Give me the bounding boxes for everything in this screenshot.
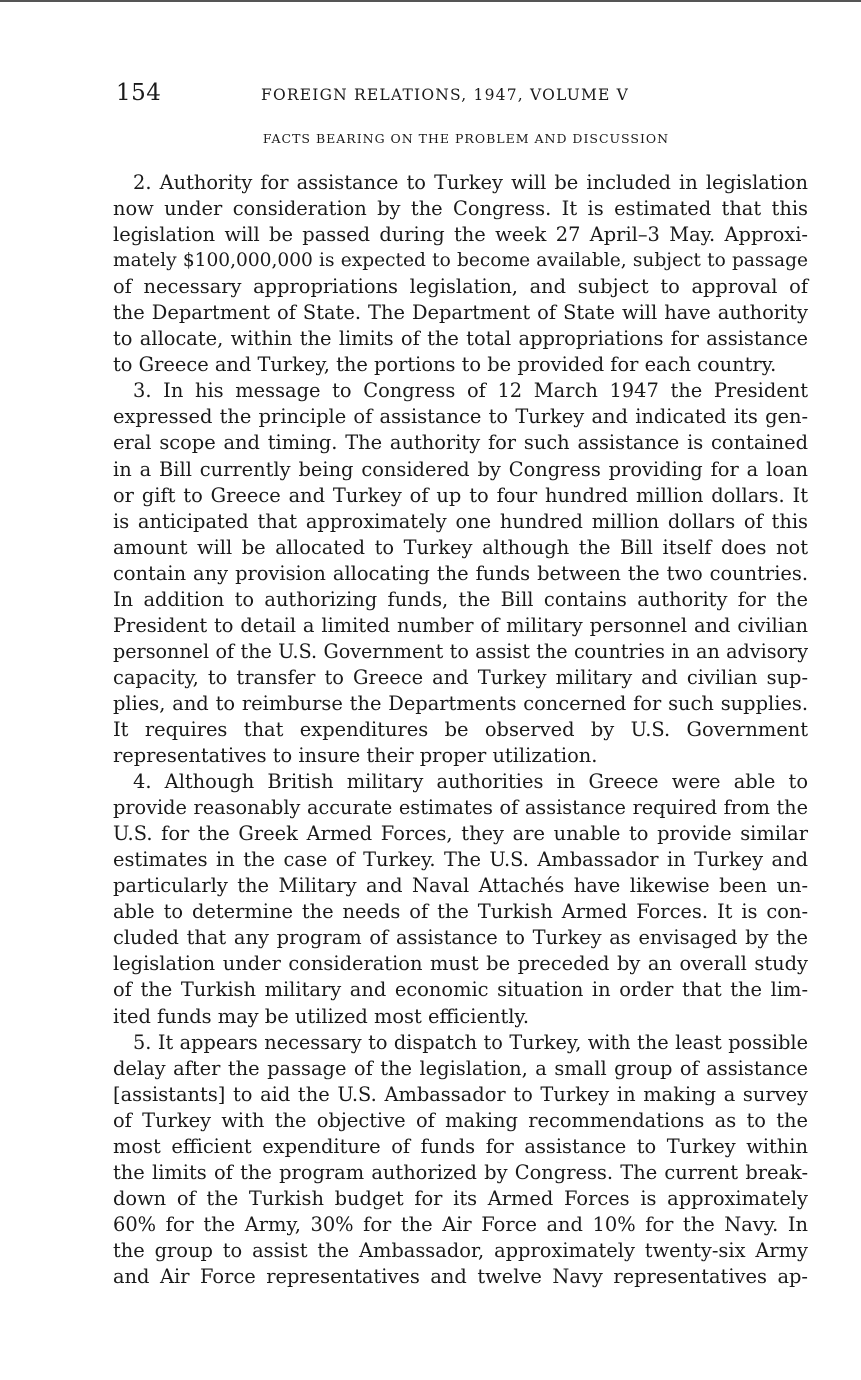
text-line: personnel of the U.S. Government to assist the countries in an advisory	[113, 639, 808, 663]
text-line: contain any provision allocating the funds between the two countries.	[113, 561, 808, 585]
page-header	[116, 80, 816, 110]
text-line: of necessary appropriations legislation, and subject to approval of	[113, 275, 808, 299]
text-line: eral scope and timing. The authority for such assistance is contained	[113, 431, 808, 455]
text-line: particularly the Military and Naval Attachés have likewise been un-	[113, 874, 808, 898]
text-line: It requires that expenditures be observed by U.S. Government	[113, 717, 808, 741]
text-line: [assistants] to aid the U.S. Ambassador to Turkey in making a survey	[113, 1082, 808, 1106]
paragraph-3	[113, 378, 808, 769]
text-line: to allocate, within the limits of the total appropriations for assistance	[113, 327, 808, 351]
paragraph-4	[113, 769, 808, 1029]
text-line: cluded that any program of assistance to Turkey as envisaged by the	[113, 926, 808, 950]
text-line: amount will be allocated to Turkey although the Bill itself does not	[113, 535, 808, 559]
text-line: the Department of State. The Department of State will have authority	[113, 301, 808, 325]
paragraph-5	[113, 1030, 808, 1290]
text-line: 5. It appears necessary to dispatch to Turkey, with the least possible	[133, 1030, 808, 1054]
text-line: or gift to Greece and Turkey of up to four hundred million dollars. It	[113, 483, 808, 507]
text-line: expressed the principle of assistance to Turkey and indicated its gen-	[113, 405, 808, 429]
text-line: capacity, to transfer to Greece and Turkey military and civilian sup-	[113, 665, 808, 689]
section-title: FACTS BEARING ON THE PROBLEM AND DISCUSSION	[262, 131, 670, 146]
text-line: to Greece and Turkey, the portions to be provided for each country.	[113, 353, 777, 377]
text-line: of Turkey with the objective of making recommendations as to the	[113, 1108, 808, 1132]
paragraph-2	[113, 170, 808, 378]
text-line: mately $100,000,000 is expected to become available, subject to passage	[113, 250, 808, 272]
text-line: in a Bill currently being considered by Congress providing for a loan	[113, 457, 808, 481]
text-line: most efficient expenditure of funds for assistance to Turkey within	[113, 1134, 808, 1158]
text-line: able to determine the needs of the Turkish Armed Forces. It is con-	[113, 900, 808, 924]
page-number: 154	[116, 80, 162, 106]
text-line: 2. Authority for assistance to Turkey will be included in legislation	[133, 171, 808, 194]
text-line: legislation will be passed during the week 27 April–3 May. Approxi-	[113, 223, 808, 247]
text-line: and Air Force representatives and twelve Navy representatives ap-	[113, 1264, 808, 1288]
text-line: representatives to insure their proper utilization.	[113, 744, 598, 768]
body-text	[113, 170, 808, 1290]
text-line: the limits of the program authorized by Congress. The current break-	[113, 1160, 808, 1184]
text-line: plies, and to reimburse the Departments concerned for such supplies.	[113, 691, 808, 715]
text-line: is anticipated that approximately one hundred million dollars of this	[113, 509, 808, 533]
text-line: provide reasonably accurate estimates of assistance required from the	[113, 796, 808, 820]
text-line: ited funds may be utilized most efficiently.	[113, 1004, 529, 1028]
running-head: FOREIGN RELATIONS, 1947, VOLUME V	[261, 86, 630, 104]
text-line: 4. Although British military authorities in Greece were able to	[133, 770, 808, 794]
top-rule	[0, 0, 861, 2]
text-line: legislation under consideration must be preceded by an overall study	[113, 952, 808, 976]
text-line: 60% for the Army, 30% for the Air Force and 10% for the Navy. In	[113, 1212, 808, 1236]
text-line: down of the Turkish budget for its Armed Forces is approximately	[113, 1186, 808, 1210]
text-line: now under consideration by the Congress. It is estimated that this	[113, 197, 808, 221]
text-line: President to detail a limited number of military personnel and civilian	[113, 613, 808, 637]
text-line: 3. In his message to Congress of 12 March 1947 the President	[133, 379, 808, 403]
text-line: estimates in the case of Turkey. The U.S. Ambassador in Turkey and	[113, 848, 808, 872]
text-line: In addition to authorizing funds, the Bill contains authority for the	[113, 587, 808, 611]
text-line: U.S. for the Greek Armed Forces, they are unable to provide similar	[113, 822, 808, 846]
text-line: of the Turkish military and economic situation in order that the lim-	[113, 978, 808, 1002]
text-line: delay after the passage of the legislation, a small group of assistance	[113, 1056, 808, 1080]
text-line: the group to assist the Ambassador, approximately twenty-six Army	[113, 1238, 808, 1262]
